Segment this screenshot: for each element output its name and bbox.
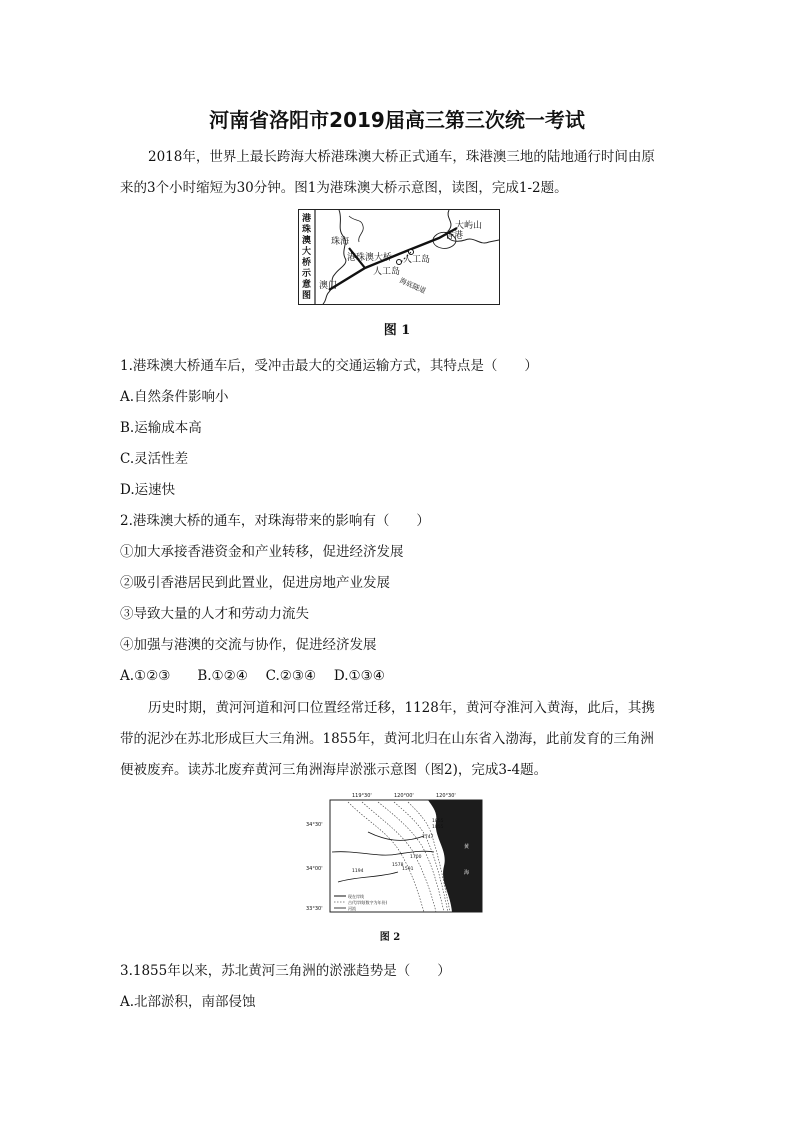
top-tick: 120°00' [394,793,414,799]
question-3-stem: 3.1855年以来，苏北黄河三角洲的淤涨趋势是（ ） [120,963,451,979]
passage-2-line-2: 带的泥沙在苏北形成巨大三角洲。1855年，黄河北归在山东省入渤海，此前发育的三角洲 [120,731,654,747]
figure-1-side-title [301,212,312,301]
year-label: 1855 [432,825,444,830]
legend-ancient: 古代岸线(数字为年份) [348,900,388,905]
question-2-item-3: ③导致大量的人才和劳动力流失 [120,606,309,622]
question-2-item-2: ②吸引香港居民到此置业，促进房地产业发展 [120,575,390,591]
question-2-item-4: ④加强与港澳的交流与协作，促进经济发展 [120,637,377,653]
passage-2-line-3: 便被废弃。读苏北废弃黄河三角洲海岸淤涨示意图（图2)，完成3-4题。 [120,762,548,778]
sea-label: 黄 [464,844,470,850]
left-tick: 34°30' [306,822,323,828]
question-1-option-b: B.运输成本高 [120,420,202,436]
year-label: 1591 [402,867,414,872]
figure-1-map [298,209,500,305]
label-dayushan: 大屿山 [455,221,483,231]
year-label: 1578 [392,863,404,868]
legend-river: 河流 [348,906,356,911]
year-label: 1194 [352,869,364,874]
label-bridge: 港珠澳大桥 [347,253,393,263]
question-2-options: A.①②③ B.①②④ C.②③④ D.①③④ [120,668,385,684]
label-island-2: 人工岛 [373,267,401,277]
top-tick: 120°30' [436,793,456,799]
intro-line-2: 来的3个小时缩短为30分钟。图1为港珠澳大桥示意图，读图，完成1-2题。 [120,180,568,196]
side-title-char: 意 [302,280,312,290]
left-tick: 34°00' [306,866,323,872]
legend-current: 现在岸线 [348,894,364,899]
year-label: 1700 [410,855,422,860]
island-marker [397,260,402,265]
page-title: 河南省洛阳市2019届高三第三次统一考试 [209,108,585,132]
intro-line-1: 2018年，世界上最长跨海大桥港珠澳大桥正式通车，珠港澳三地的陆地通行时间由原 [148,149,655,165]
label-island-1: 人工岛 [403,255,431,265]
year-label: 1747 [422,835,434,840]
west-island [349,216,363,242]
side-title-char: 大 [302,247,312,257]
sea-label: 海 [464,870,470,876]
figure-2-caption: 图 2 [379,932,401,943]
question-1-option-d: D.运速快 [120,482,176,498]
side-title-char: 珠 [302,225,312,235]
question-1-option-a: A.自然条件影响小 [120,389,229,405]
question-1-option-c: C.灵活性差 [120,451,189,467]
label-tunnel: 海底隧道 [398,276,428,296]
side-title-char: 澳 [302,236,312,246]
question-3-option-a: A.北部淤积，南部侵蚀 [120,994,256,1010]
year-label: 1855 [432,819,444,824]
left-tick: 33°30' [306,906,323,912]
side-title-char: 图 [302,291,312,301]
figure-1-caption: 图 1 [383,323,411,338]
top-tick: 119°30' [352,793,372,799]
question-2-stem: 2.港珠澳大桥的通车，对珠海带来的影响有（ ） [120,513,430,529]
island-marker [409,250,414,255]
label-hongkong: 香港 [445,231,464,241]
side-title-char: 示 [302,269,312,279]
figure-2-map [306,792,482,914]
label-macau: 澳门 [319,281,338,291]
side-title-char: 港 [302,214,312,224]
question-1-stem: 1.港珠澳大桥通车后，受冲击最大的交通运输方式，其特点是（ ） [120,358,538,374]
question-2-item-1: ①加大承接香港资金和产业转移，促进经济发展 [120,544,404,560]
side-title-char: 桥 [302,258,312,268]
label-zhuhai: 珠海 [331,237,350,247]
passage-2-line-1: 历史时期，黄河河道和河口位置经常迁移，1128年，黄河夺淮河入黄海，此后，其携 [148,700,655,716]
